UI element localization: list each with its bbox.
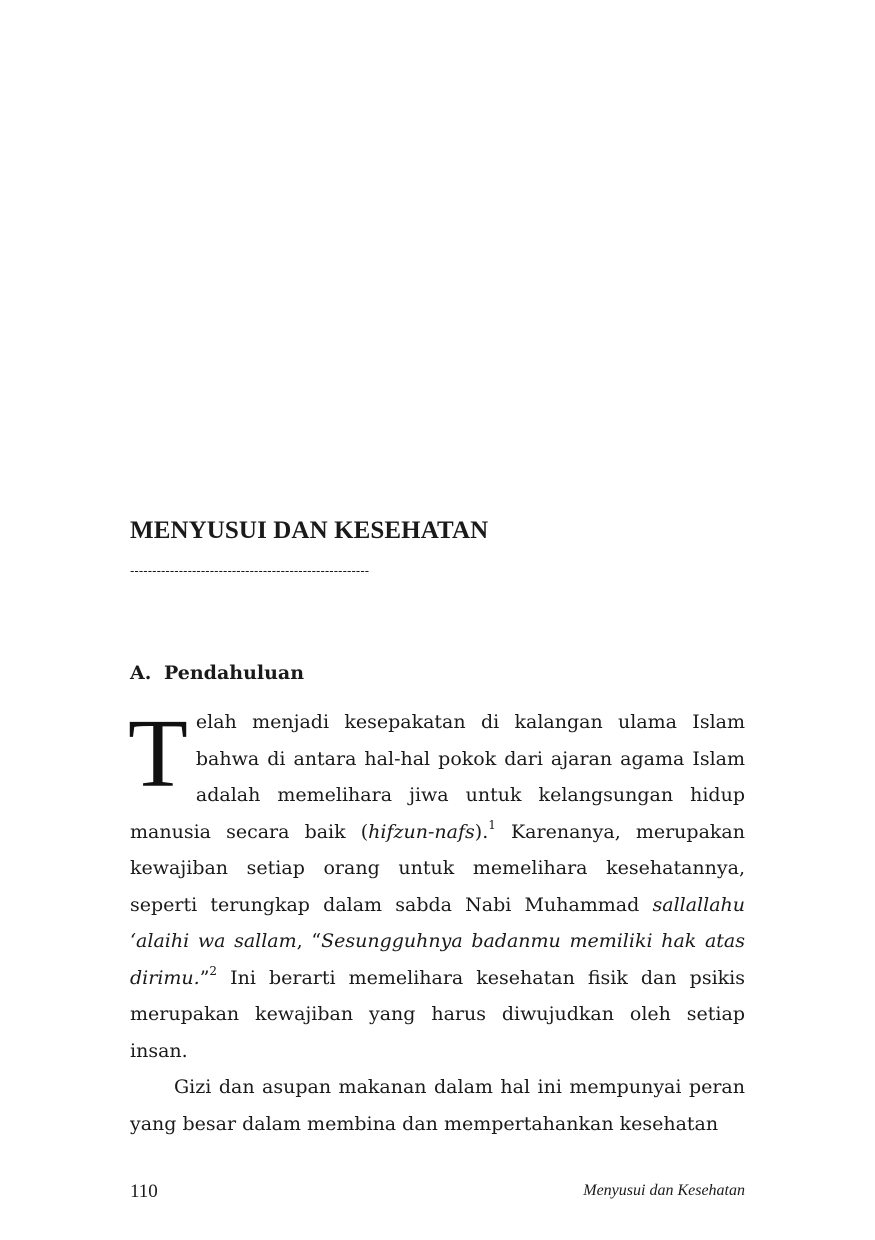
term-italic: hifzun-nafs <box>368 820 475 843</box>
running-title: Menyusui dan Kesehatan <box>583 1182 745 1199</box>
text-run: Karenanya, merupakan kewajiban setiap orang untuk memelihara kesehatannya, seperti terungkap dalam sabda Nabi Muhammad <box>130 820 745 916</box>
body-text <box>128 700 745 1142</box>
footnote-ref-2[interactable]: 2 <box>209 963 218 978</box>
text-run: elah menjadi kesepakatan di kalangan ulama Islam bahwa di antara hal-hal pokok dari ajaran agama Islam adalah memelihara jiwa untuk kelangsungan hidup manusia secara baik ( <box>130 711 745 843</box>
section-number: A. <box>130 662 152 684</box>
text-run: ). <box>474 820 489 843</box>
page-number: 110 <box>130 1181 158 1202</box>
honorific-italic: sallallahu ‘alaihi wa sallam <box>130 893 745 952</box>
drop-cap: T <box>128 700 188 808</box>
section-heading <box>130 662 304 684</box>
title-divider: ------------------------------------------------------ <box>130 563 370 578</box>
paragraph-2: Gizi dan asupan makanan dalam hal ini mempunyai peran yang besar dalam membina dan mempertahankan kesehatan <box>130 1076 745 1135</box>
section-title: Pendahuluan <box>164 662 305 684</box>
chapter-title: MENYUSUI DAN KESEHATAN <box>130 517 489 544</box>
text-run: , “ <box>296 930 322 952</box>
text-run: ” <box>199 966 210 989</box>
paragraph-1 <box>128 700 745 1069</box>
text-run: Ini berarti memelihara kesehatan fisik dan psikis merupakan kewajiban yang harus diwujudkan oleh setiap insan. <box>130 966 745 1062</box>
footnote-ref-1[interactable]: 1 <box>488 817 496 832</box>
hadith-quote: Sesungguhnya badanmu memiliki hak atas dirimu. <box>130 930 745 989</box>
